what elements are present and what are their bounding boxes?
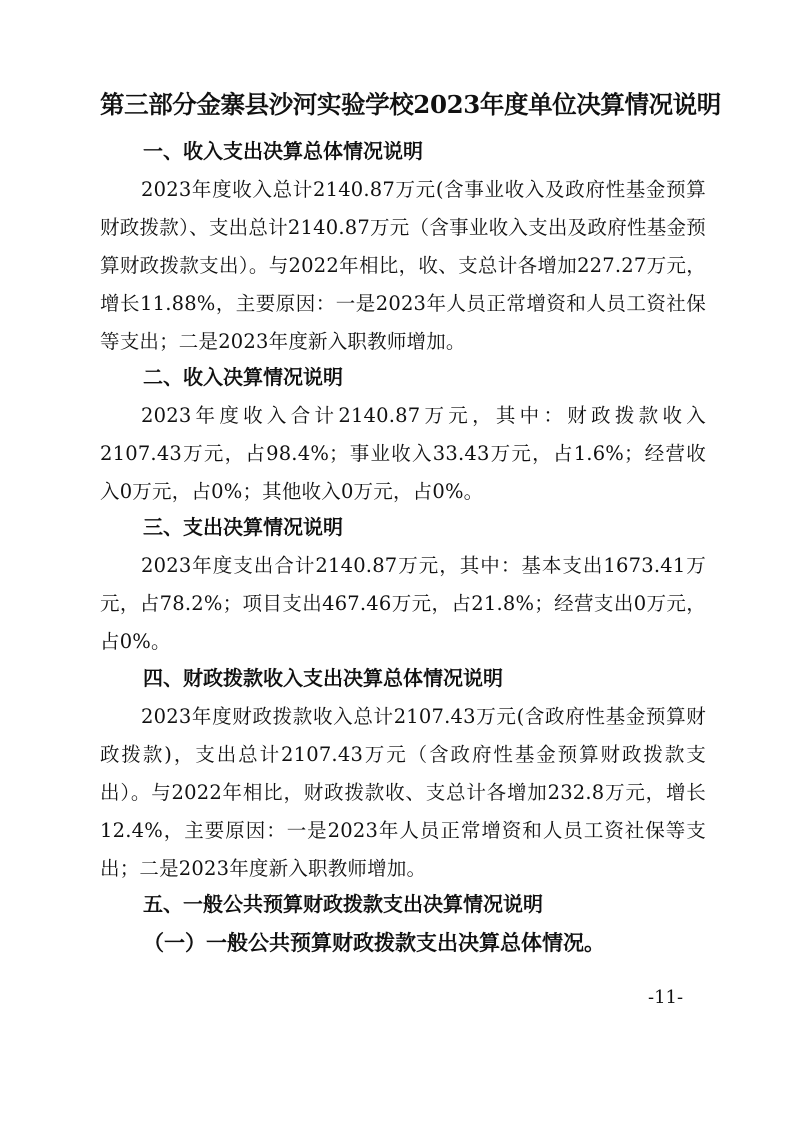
section-heading-fiscal-appropriation: 四、财政拨款收入支出决算总体情况说明 bbox=[143, 666, 503, 690]
section-paragraph-fiscal-appropriation: 2023年度财政拨款收入总计2107.43万元(含政府性基金预算财政拨款)，支出总计2107.43万元（含政府性基金预算财政拨款支出）。与2022年相比，财政拨款收、支总计各增加232.8万元，增长12.4%，主要原因：一是2023年人员正常增资和人员工资社保等支出；二是2023年度新入职教师增加。 bbox=[100, 705, 706, 880]
section-paragraph-income-expense-overview: 2023年度收入总计2140.87万元(含事业收入及政府性基金预算财政拨款）、支出总计2140.87万元（含事业收入支出及政府性基金预算财政拨款支出）。与2022年相比，收、支总计各增加227.27万元，增长11.88%，主要原因：一是2023年人员正常增资和人员工资社保等支出；二是2023年度新入职教师增加。 bbox=[100, 178, 706, 353]
section-heading-general-public-budget: 五、一般公共预算财政拨款支出决算情况说明 bbox=[143, 892, 543, 916]
section-heading-income: 二、收入决算情况说明 bbox=[143, 365, 343, 389]
page-number: -11- bbox=[648, 987, 684, 1008]
section-heading-income-expense-overview: 一、收入支出决算总体情况说明 bbox=[143, 139, 423, 163]
document-title: 第三部分金寨县沙河实验学校2023年度单位决算情况说明 bbox=[100, 90, 721, 119]
section-heading-expense: 三、支出决算情况说明 bbox=[143, 515, 343, 539]
section-paragraph-expense: 2023年度支出合计2140.87万元，其中：基本支出1673.41万元，占78.2%；项目支出467.46万元，占21.8%；经营支出0万元，占0%。 bbox=[100, 554, 706, 653]
section-paragraph-income: 2023年度收入合计2140.87万元，其中：财政拨款收入2107.43万元，占98.4%；事业收入33.43万元，占1.6%；经营收入0万元，占0%；其他收入0万元，占0%。 bbox=[100, 404, 706, 503]
subsection-heading-general-public-budget-overview: （一）一般公共预算财政拨款支出决算总体情况。 bbox=[143, 931, 605, 955]
